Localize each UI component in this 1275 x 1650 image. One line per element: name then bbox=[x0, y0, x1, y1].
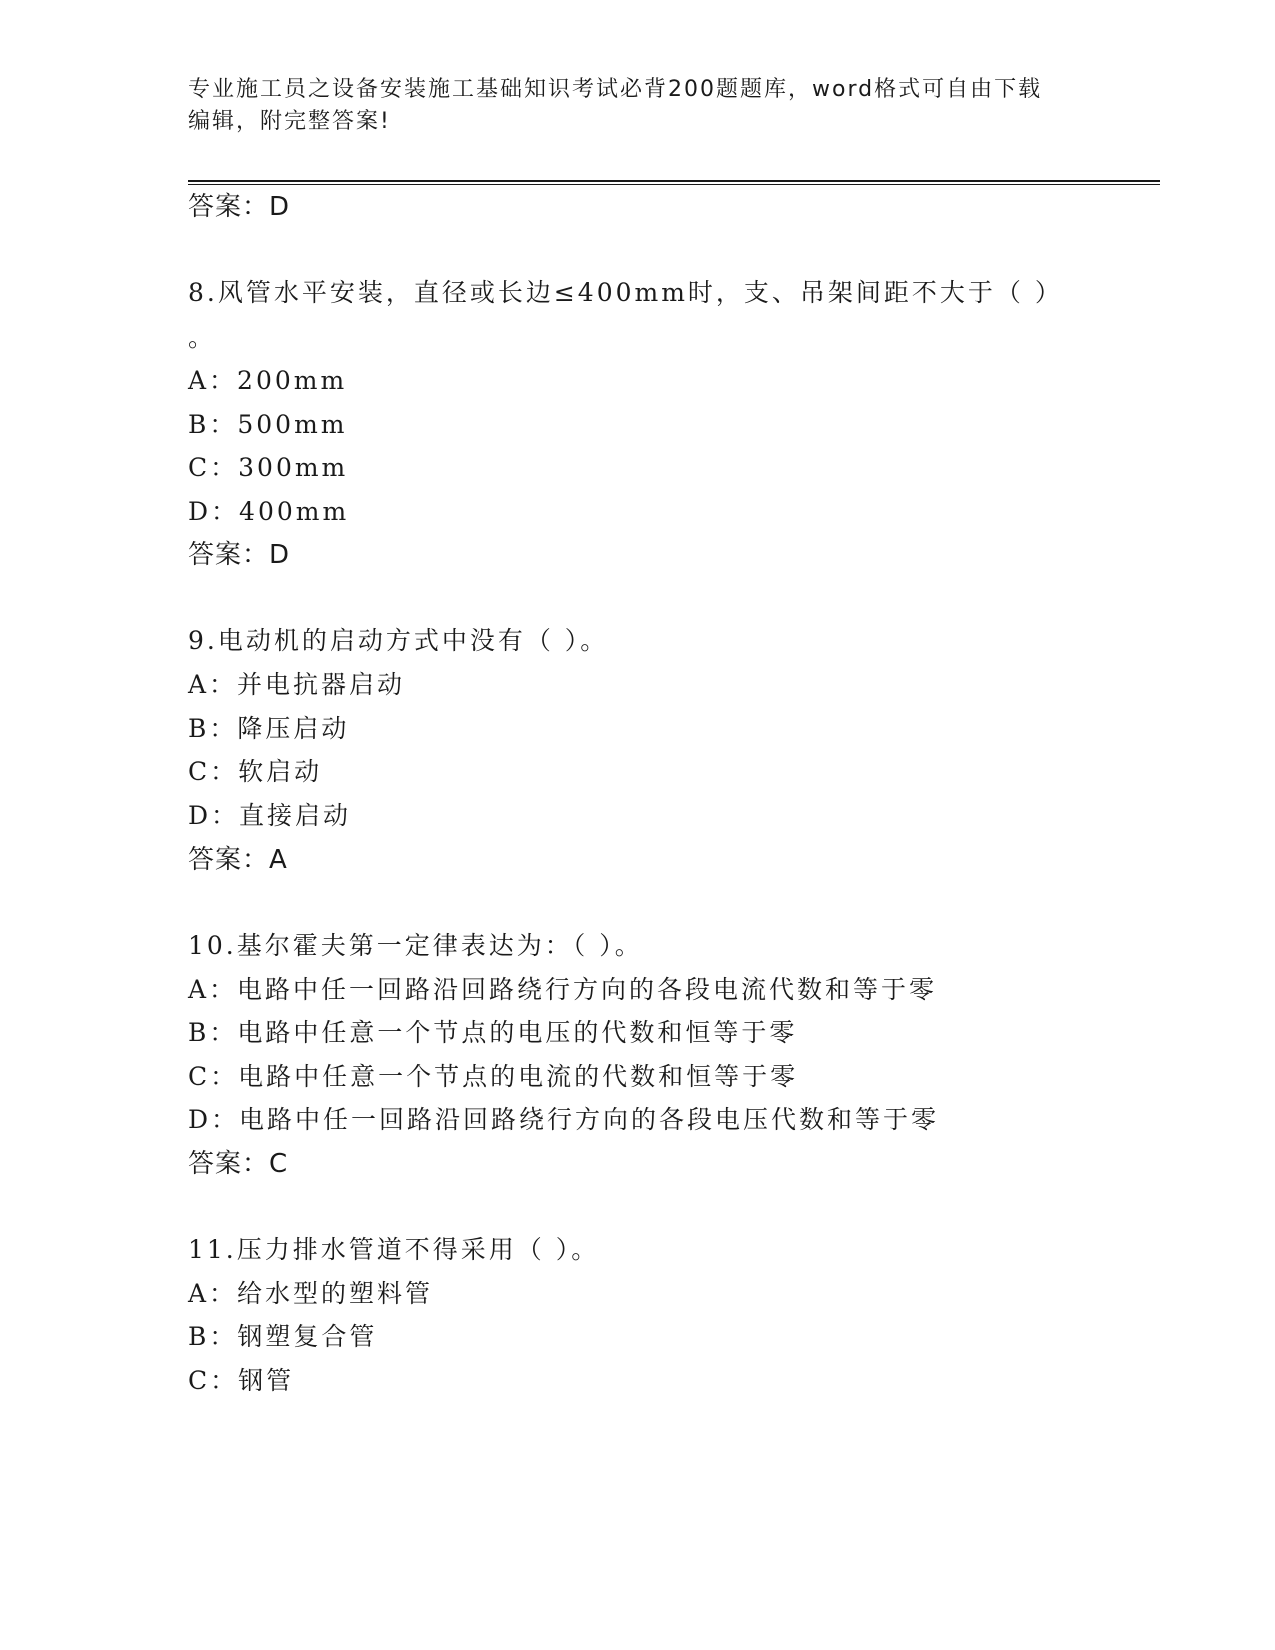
header-title-line-2: 编辑，附完整答案! bbox=[188, 109, 391, 134]
question-9-option-a: A：并电抗器启动 bbox=[188, 670, 406, 699]
question-10-stem: 10.基尔霍夫第一定律表达为：（ ）。 bbox=[188, 931, 643, 960]
question-8-option-b: B：500mm bbox=[188, 410, 348, 439]
header-divider-thick bbox=[188, 180, 1160, 182]
question-11-stem: 11.压力排水管道不得采用（ ）。 bbox=[188, 1235, 600, 1264]
question-9-stem: 9.电动机的启动方式中没有（ ）。 bbox=[188, 626, 609, 655]
question-10-option-b: B：电路中任意一个节点的电压的代数和恒等于零 bbox=[188, 1018, 798, 1047]
question-8-option-c: C：300mm bbox=[188, 453, 349, 482]
question-8-stem-continued: 。 bbox=[188, 323, 217, 352]
header-title-line-1: 专业施工员之设备安装施工基础知识考试必背200题题库，word格式可自由下载 bbox=[188, 77, 1043, 102]
question-8-option-a: A：200mm bbox=[188, 366, 348, 395]
question-8-option-d: D：400mm bbox=[188, 497, 350, 526]
question-9-answer: 答案：A bbox=[188, 845, 288, 875]
question-10-option-a: A：电路中任一回路沿回路绕行方向的各段电流代数和等于零 bbox=[188, 975, 938, 1004]
question-9-option-b: B：降压启动 bbox=[188, 714, 350, 743]
previous-answer: 答案：D bbox=[188, 192, 291, 222]
question-10-answer: 答案：C bbox=[188, 1149, 289, 1179]
question-11-option-b: B：钢塑复合管 bbox=[188, 1322, 378, 1351]
document-header bbox=[188, 74, 1088, 138]
question-10-option-c: C：电路中任意一个节点的电流的代数和恒等于零 bbox=[188, 1062, 799, 1091]
question-11-option-a: A：给水型的塑料管 bbox=[188, 1279, 434, 1308]
header-divider-thin bbox=[188, 184, 1160, 185]
question-9-option-d: D：直接启动 bbox=[188, 801, 352, 830]
question-11-option-c: C：钢管 bbox=[188, 1366, 295, 1395]
question-8-answer: 答案：D bbox=[188, 540, 291, 570]
question-8-stem: 8.风管水平安装，直径或长边≤400mm时，支、吊架间距不大于（ ） bbox=[188, 278, 1063, 307]
question-10-option-d: D：电路中任一回路沿回路绕行方向的各段电压代数和等于零 bbox=[188, 1105, 940, 1134]
question-9-option-c: C：软启动 bbox=[188, 757, 323, 786]
